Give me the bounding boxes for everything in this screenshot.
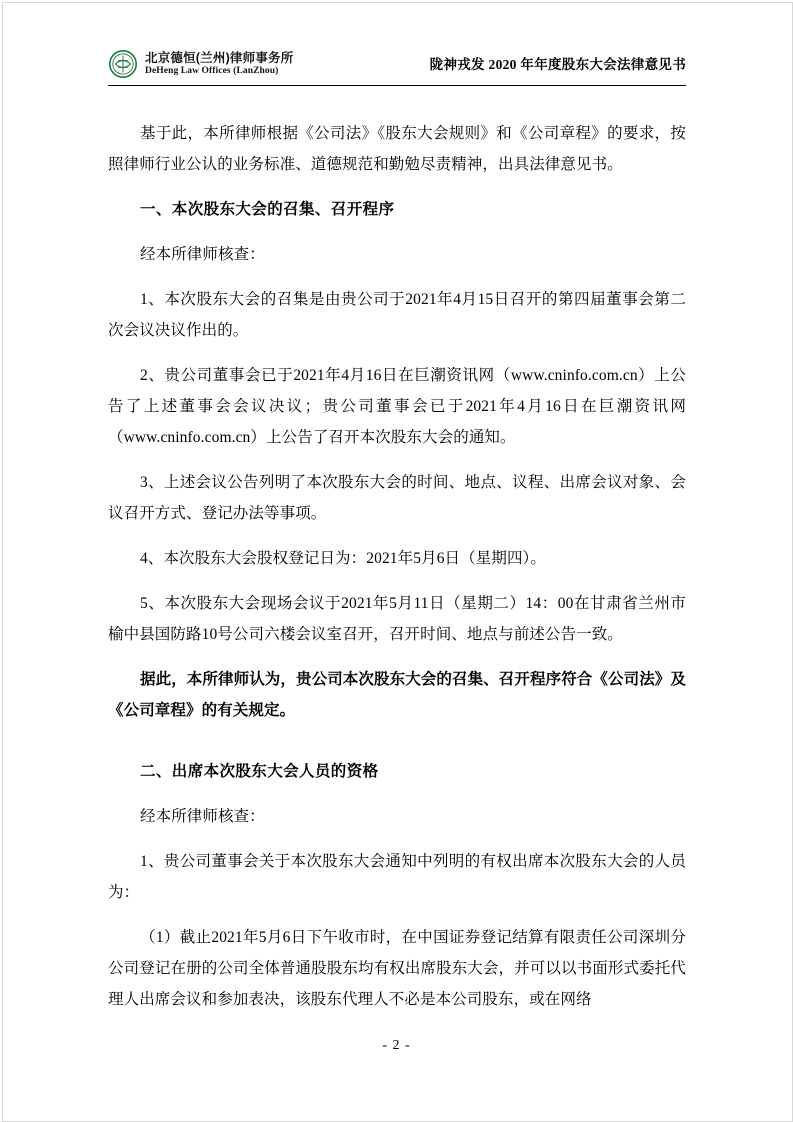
paragraph-2-1: 1、贵公司董事会关于本次股东大会通知中列明的有权出席本次股东大会的人员为： xyxy=(108,853,686,901)
section-heading-1: 一、本次股东大会的召集、召开程序 xyxy=(140,201,395,218)
paragraph-check-2: 经本所律师核查： xyxy=(140,808,265,825)
paragraph-1-2: 2、贵公司董事会已于2021年4月16日在巨潮资讯网（www.cninfo.com.cn）上公告了上述董事会会议决议；贵公司董事会已于2021年4月16日在巨潮资讯网（www.cninfo.com.cn）上公告了召开本次股东大会的通知。 xyxy=(108,367,686,446)
paragraph-intro: 基于此，本所律师根据《公司法》《股东大会规则》和《公司章程》的要求，按照律师行业公认的业务标准、道德规范和勤勉尽责精神，出具法律意见书。 xyxy=(108,125,686,173)
document-header-title: 陇神戎发 2020 年年度股东大会法律意见书 xyxy=(429,57,686,72)
paragraph-conclusion-1: 据此，本所律师认为，贵公司本次股东大会的召集、召开程序符合《公司法》及《公司章程》的有关规定。 xyxy=(108,671,687,719)
paragraph-1-4: 4、本次股东大会股权登记日为：2021年5月6日（星期四）。 xyxy=(140,550,547,567)
firm-logo xyxy=(108,49,293,79)
page-number: - 2 - xyxy=(382,1038,411,1053)
section-heading-2: 二、出席本次股东大会人员的资格 xyxy=(140,763,379,780)
document-body xyxy=(108,118,686,1015)
paragraph-2-1-1: （1）截止2021年5月6日下午收市时，在中国证券登记结算有限责任公司深圳分公司登记在册的公司全体普通股股东均有权出席股东大会，并可以以书面形式委托代理人出席会议和参加表决，该股东代理人不必是本公司股东，或在网络 xyxy=(108,929,686,1008)
deheng-seal-logo-icon xyxy=(108,49,138,79)
header-divider xyxy=(108,85,686,86)
paragraph-1-3: 3、上述会议公告列明了本次股东大会的时间、地点、议程、出席会议对象、会议召开方式、登记办法等事项。 xyxy=(108,474,686,522)
paragraph-1-5: 5、本次股东大会现场会议于2021年5月11日（星期二）14：00在甘肃省兰州市榆中县国防路10号公司六楼会议室召开，召开时间、地点与前述公告一致。 xyxy=(108,595,686,643)
paragraph-check-1: 经本所律师核查： xyxy=(140,246,265,263)
firm-name-cn: 北京德恒(兰州)律师事务所 xyxy=(145,50,294,65)
paragraph-1-1: 1、本次股东大会的召集是由贵公司于2021年4月15日召开的第四届董事会第二次会议决议作出的。 xyxy=(108,291,686,339)
page-footer xyxy=(0,1038,793,1054)
page-header xyxy=(108,44,686,88)
firm-name-en: DeHeng Law Offices (LanZhou) xyxy=(145,66,279,77)
